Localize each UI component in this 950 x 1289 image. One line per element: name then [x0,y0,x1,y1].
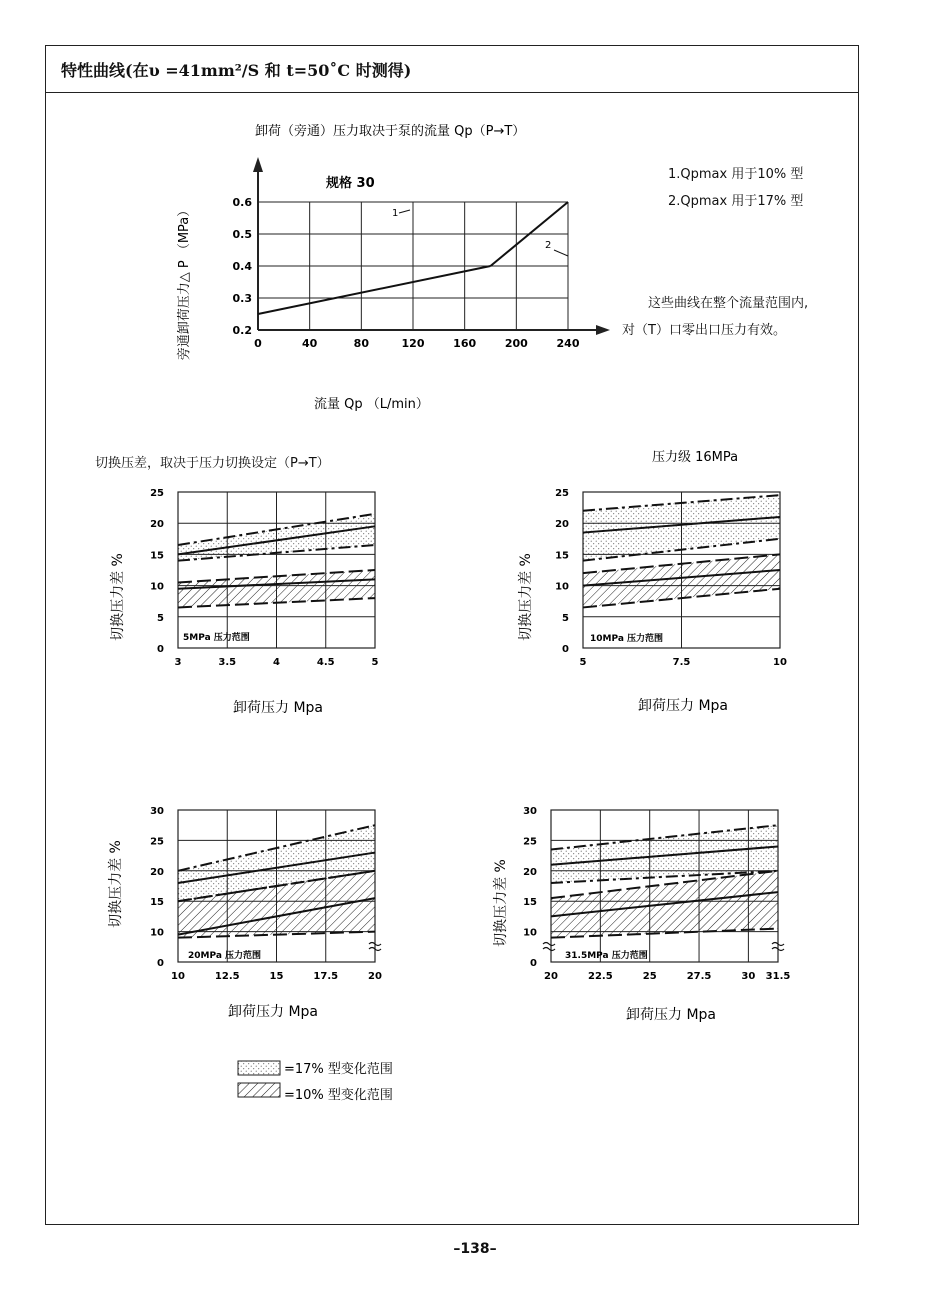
x-axis-label: 卸荷压力 Mpa [638,698,728,714]
note-1: 1.Qpmax 用于10% 型 [668,167,804,182]
y-tick-label: 15 [150,897,164,909]
note-2: 2.Qpmax 用于17% 型 [668,194,804,209]
y-axis-label: 切换压力差 % [493,859,509,947]
series-label-1: 1 [392,208,399,219]
series-line-1 [258,266,491,314]
y-axis-label: 切换压力差 % [110,553,126,641]
y-tick-label: 0 [157,644,164,655]
pressure-range-label: 5MPa 压力范围 [183,633,250,643]
y-tick-label: 0.6 [232,196,252,209]
page-number: –138– [453,1241,497,1257]
x-tick-label: 4.5 [316,657,335,668]
x-tick-label: 17.5 [313,971,339,982]
y-tick-label: 0.5 [232,228,252,241]
chart-title: 卸荷（旁通）压力取决于泵的流量 Qp（P→T） [255,124,526,139]
x-tick-label: 27.5 [686,971,712,982]
x-tick-label: 160 [453,337,477,350]
x-tick-label: 5 [579,657,587,668]
chart-title: 压力级 16MPa [652,450,739,465]
x-axis-label: 卸荷压力 Mpa [233,700,323,716]
x-tick-label: 15 [269,971,284,982]
series-label-2: 2 [545,240,552,251]
section2-title: 切换压差，取决于压力切换设定（P→T） [95,456,330,471]
chart-p5 [109,488,379,716]
y-axis-label: 旁通卸荷压力△ P （MPa） [177,203,192,361]
pressure-range-label: 10MPa 压力范围 [590,634,664,644]
x-tick-label: 22.5 [588,971,613,982]
chart-p315 [492,806,790,1023]
chart-p10 [517,449,787,714]
validity-note-line2: 对（T）口零出口压力有效。 [622,323,786,338]
x-tick-label: 120 [401,337,425,350]
legend [238,1061,393,1103]
y-tick-label: 10 [150,581,164,593]
y-tick-label: 20 [523,866,537,878]
page-title: 特性曲线(在υ =41mm²/S 和 t=50˚C 时测得) [61,61,412,80]
y-tick-label: 25 [150,488,164,499]
y-axis-label: 切换压力差 % [518,553,534,641]
y-tick-label: 15 [555,550,569,562]
y-tick-label: 10 [523,927,537,939]
x-tick-label: 3.5 [218,657,237,668]
x-tick-label: 200 [504,337,528,350]
y-tick-label: 10 [555,581,569,593]
x-tick-label: 0 [254,337,262,350]
y-tick-label: 30 [150,806,164,817]
x-tick-label: 20 [368,971,382,982]
y-tick-label: 10 [150,927,164,939]
chart-p20 [107,806,382,1020]
y-tick-label: 25 [555,488,569,499]
y-tick-label: 20 [150,519,164,531]
y-tick-label: 20 [150,866,164,878]
x-tick-label: 10 [171,971,185,982]
x-tick-label: 80 [353,337,369,350]
pressure-range-label: 31.5MPa 压力范围 [565,951,648,961]
callout-2 [554,250,568,256]
y-tick-label: 15 [523,897,537,909]
y-tick-label: 0 [157,958,164,969]
axis-break-left [543,943,555,951]
x-tick-label: 3 [174,657,182,668]
y-tick-label: 0 [562,644,569,655]
callout-1 [399,210,410,213]
pressure-range-label: 20MPa 压力范围 [188,951,262,961]
x-tick-label: 7.5 [672,657,691,668]
chart-subtitle: 规格 30 [326,176,375,191]
y-tick-label: 30 [523,806,537,817]
x-tick-label: 30 [741,971,756,982]
y-tick-label: 0.3 [232,292,252,305]
y-tick-label: 5 [562,612,569,624]
y-tick-label: 0.4 [232,260,252,273]
y-tick-label: 25 [523,836,537,848]
y-tick-label: 5 [157,612,164,624]
x-tick-label: 240 [556,337,580,350]
y-tick-label: 25 [150,836,164,848]
x-tick-label: 4 [273,657,280,668]
y-axis-arrow [253,157,263,172]
x-axis-arrow [596,325,610,335]
validity-note-line1: 这些曲线在整个流量范围内, [648,296,809,311]
y-tick-label: 0.2 [232,324,252,337]
x-axis-label: 流量 Qp （L/min） [314,397,429,412]
legend-swatch-10 [238,1083,280,1097]
x-axis-label: 卸荷压力 Mpa [626,1007,716,1023]
y-tick-label: 15 [150,550,164,562]
x-tick-label: 10 [773,657,787,668]
x-tick-label: 5 [371,657,379,668]
x-tick-label: 40 [302,337,318,350]
x-axis-label: 卸荷压力 Mpa [228,1004,318,1020]
x-tick-label: 31.5 [765,971,791,982]
x-tick-label: 20 [544,971,558,982]
x-tick-label: 25 [642,971,657,982]
chart-bypass [176,123,610,412]
x-tick-label: 12.5 [214,971,240,982]
legend-label-10: =10% 型变化范围 [284,1088,393,1103]
legend-label-17: =17% 型变化范围 [284,1062,393,1077]
y-tick-label: 20 [555,519,569,531]
y-axis-label: 切换压力差 % [108,840,124,928]
y-tick-label: 0 [530,958,537,969]
legend-swatch-17 [238,1061,280,1075]
